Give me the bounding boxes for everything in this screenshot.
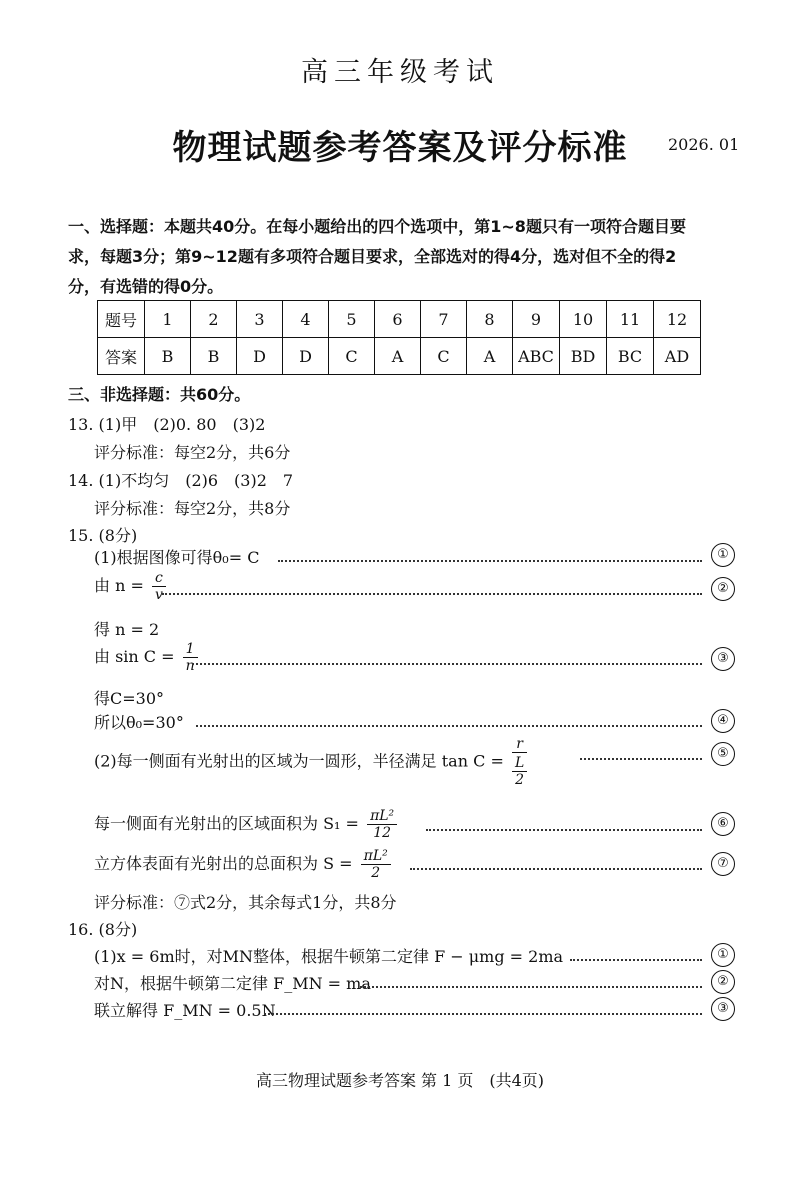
- equation-marker: ①: [711, 543, 735, 567]
- leader-dots: [580, 758, 702, 760]
- table-cell: A: [467, 338, 513, 375]
- q15-grading: 评分标准：⑦式2分，其余每式1分，共8分: [94, 893, 397, 912]
- section1-line2: 求，每题3分；第9~12题有多项符合题目要求，全部选对的得4分，选对但不全的得2: [68, 247, 677, 266]
- equation-marker: ③: [711, 997, 735, 1021]
- table-cell: B: [191, 338, 237, 375]
- leader-dots: [570, 959, 702, 961]
- q15-step8: [94, 808, 400, 841]
- leader-dots: [162, 593, 702, 595]
- leader-dots: [196, 725, 702, 727]
- table-cell: B: [145, 338, 191, 375]
- equation-marker: ⑥: [711, 812, 735, 836]
- numerator: r: [512, 736, 527, 753]
- numerator: c: [152, 570, 166, 587]
- q15-step2-text: 由 n =: [94, 576, 144, 595]
- leader-dots: [192, 663, 702, 665]
- table-cell: 10: [560, 301, 607, 338]
- equation-marker: ⑤: [711, 742, 735, 766]
- q15-step6: 所以θ₀=30°: [94, 713, 184, 732]
- q14-grading: 评分标准：每空2分，共8分: [94, 499, 291, 518]
- fraction: [183, 641, 198, 674]
- table-cell: 2: [191, 301, 237, 338]
- q15-step7-text: (2)每一侧面有光射出的区域为一圆形，半径满足 tan C =: [94, 751, 504, 771]
- table-row: [98, 301, 701, 338]
- equation-marker: ①: [711, 943, 735, 967]
- denominator: 2: [515, 772, 525, 788]
- numerator: πL²: [367, 808, 397, 825]
- equation-marker: ④: [711, 709, 735, 733]
- answer-table: [97, 300, 701, 375]
- table-cell: 12: [654, 301, 701, 338]
- q15-step7: [94, 736, 530, 788]
- q15-step5: 得C=30°: [94, 689, 165, 708]
- table-cell: C: [329, 338, 375, 375]
- section3-title: 三、非选择题：共60分。: [68, 385, 251, 404]
- table-cell: A: [375, 338, 421, 375]
- denominator: n: [185, 658, 195, 674]
- nested-fraction: [512, 755, 527, 788]
- equation-marker: ③: [711, 647, 735, 671]
- table-cell: 1: [145, 301, 191, 338]
- table-cell: 5: [329, 301, 375, 338]
- leader-dots: [278, 560, 702, 562]
- denominator: 12: [373, 825, 392, 841]
- leader-dots: [264, 1013, 702, 1015]
- table-cell: AD: [654, 338, 701, 375]
- page-footer: 高三物理试题参考答案 第 1 页 (共4页): [255, 1071, 545, 1090]
- numerator: L: [512, 755, 527, 772]
- section1-line3: 分，有选错的得0分。: [68, 277, 224, 296]
- fraction: [367, 808, 397, 841]
- numerator: πL²: [361, 848, 391, 865]
- numerator: 1: [183, 641, 198, 658]
- leader-dots: [410, 868, 702, 870]
- table-header-cell: 答案: [98, 338, 145, 375]
- leader-dots: [360, 986, 702, 988]
- document-title: 物理试题参考答案及评分标准: [172, 128, 628, 168]
- table-cell: 11: [607, 301, 654, 338]
- q13-answer: 13. (1)甲 (2)0. 80 (3)2: [68, 415, 266, 434]
- table-cell: 4: [283, 301, 329, 338]
- table-cell: 9: [513, 301, 560, 338]
- q15-step2: [94, 570, 169, 603]
- table-cell: D: [283, 338, 329, 375]
- table-cell: 3: [237, 301, 283, 338]
- table-cell: 7: [421, 301, 467, 338]
- table-cell: BC: [607, 338, 654, 375]
- q15-heading: 15. (8分): [68, 526, 138, 545]
- table-cell: D: [237, 338, 283, 375]
- q16-step2: 对N，根据牛顿第二定律 F_MN = ma: [94, 974, 371, 993]
- fraction: [152, 570, 166, 603]
- q16-step3: 联立解得 F_MN = 0.5N: [94, 1001, 276, 1020]
- q15-step1: (1)根据图像可得θ₀= C: [94, 548, 260, 567]
- section1-line1: 一、选择题：本题共40分。在每小题给出的四个选项中，第1~8题只有一项符合题目要: [68, 217, 686, 236]
- equation-marker: ②: [711, 577, 735, 601]
- denominator: v: [154, 587, 163, 603]
- equation-marker: ②: [711, 970, 735, 994]
- fraction: [512, 736, 527, 788]
- q15-step4: [94, 641, 201, 674]
- table-cell: 8: [467, 301, 513, 338]
- equation-marker: ⑦: [711, 852, 735, 876]
- table-cell: ABC: [513, 338, 560, 375]
- table-header-cell: 题号: [98, 301, 145, 338]
- table-cell: 6: [375, 301, 421, 338]
- leader-dots: [426, 829, 702, 831]
- q16-heading: 16. (8分): [68, 920, 138, 939]
- q15-step8-text: 每一侧面有光射出的区域面积为 S₁ =: [94, 814, 359, 833]
- table-cell: BD: [560, 338, 607, 375]
- q15-step9: [94, 848, 394, 881]
- denominator: 2: [371, 865, 381, 881]
- q16-step1: (1)x = 6m时，对MN整体，根据牛顿第二定律 F − μmg = 2ma: [94, 947, 564, 966]
- fraction: [361, 848, 391, 881]
- q15-step9-text: 立方体表面有光射出的总面积为 S =: [94, 854, 353, 873]
- q15-step3: 得 n = 2: [94, 620, 160, 639]
- table-cell: C: [421, 338, 467, 375]
- q13-grading: 评分标准：每空2分，共6分: [94, 443, 291, 462]
- document-date: 2026. 01: [668, 135, 740, 154]
- exam-title: 高三年级考试: [301, 57, 499, 88]
- q15-step4-text: 由 sin C =: [94, 647, 175, 666]
- denominator: [512, 753, 527, 788]
- q14-answer: 14. (1)不均匀 (2)6 (3)2 7: [68, 471, 294, 490]
- table-row: [98, 338, 701, 375]
- section1-instructions: [68, 212, 740, 302]
